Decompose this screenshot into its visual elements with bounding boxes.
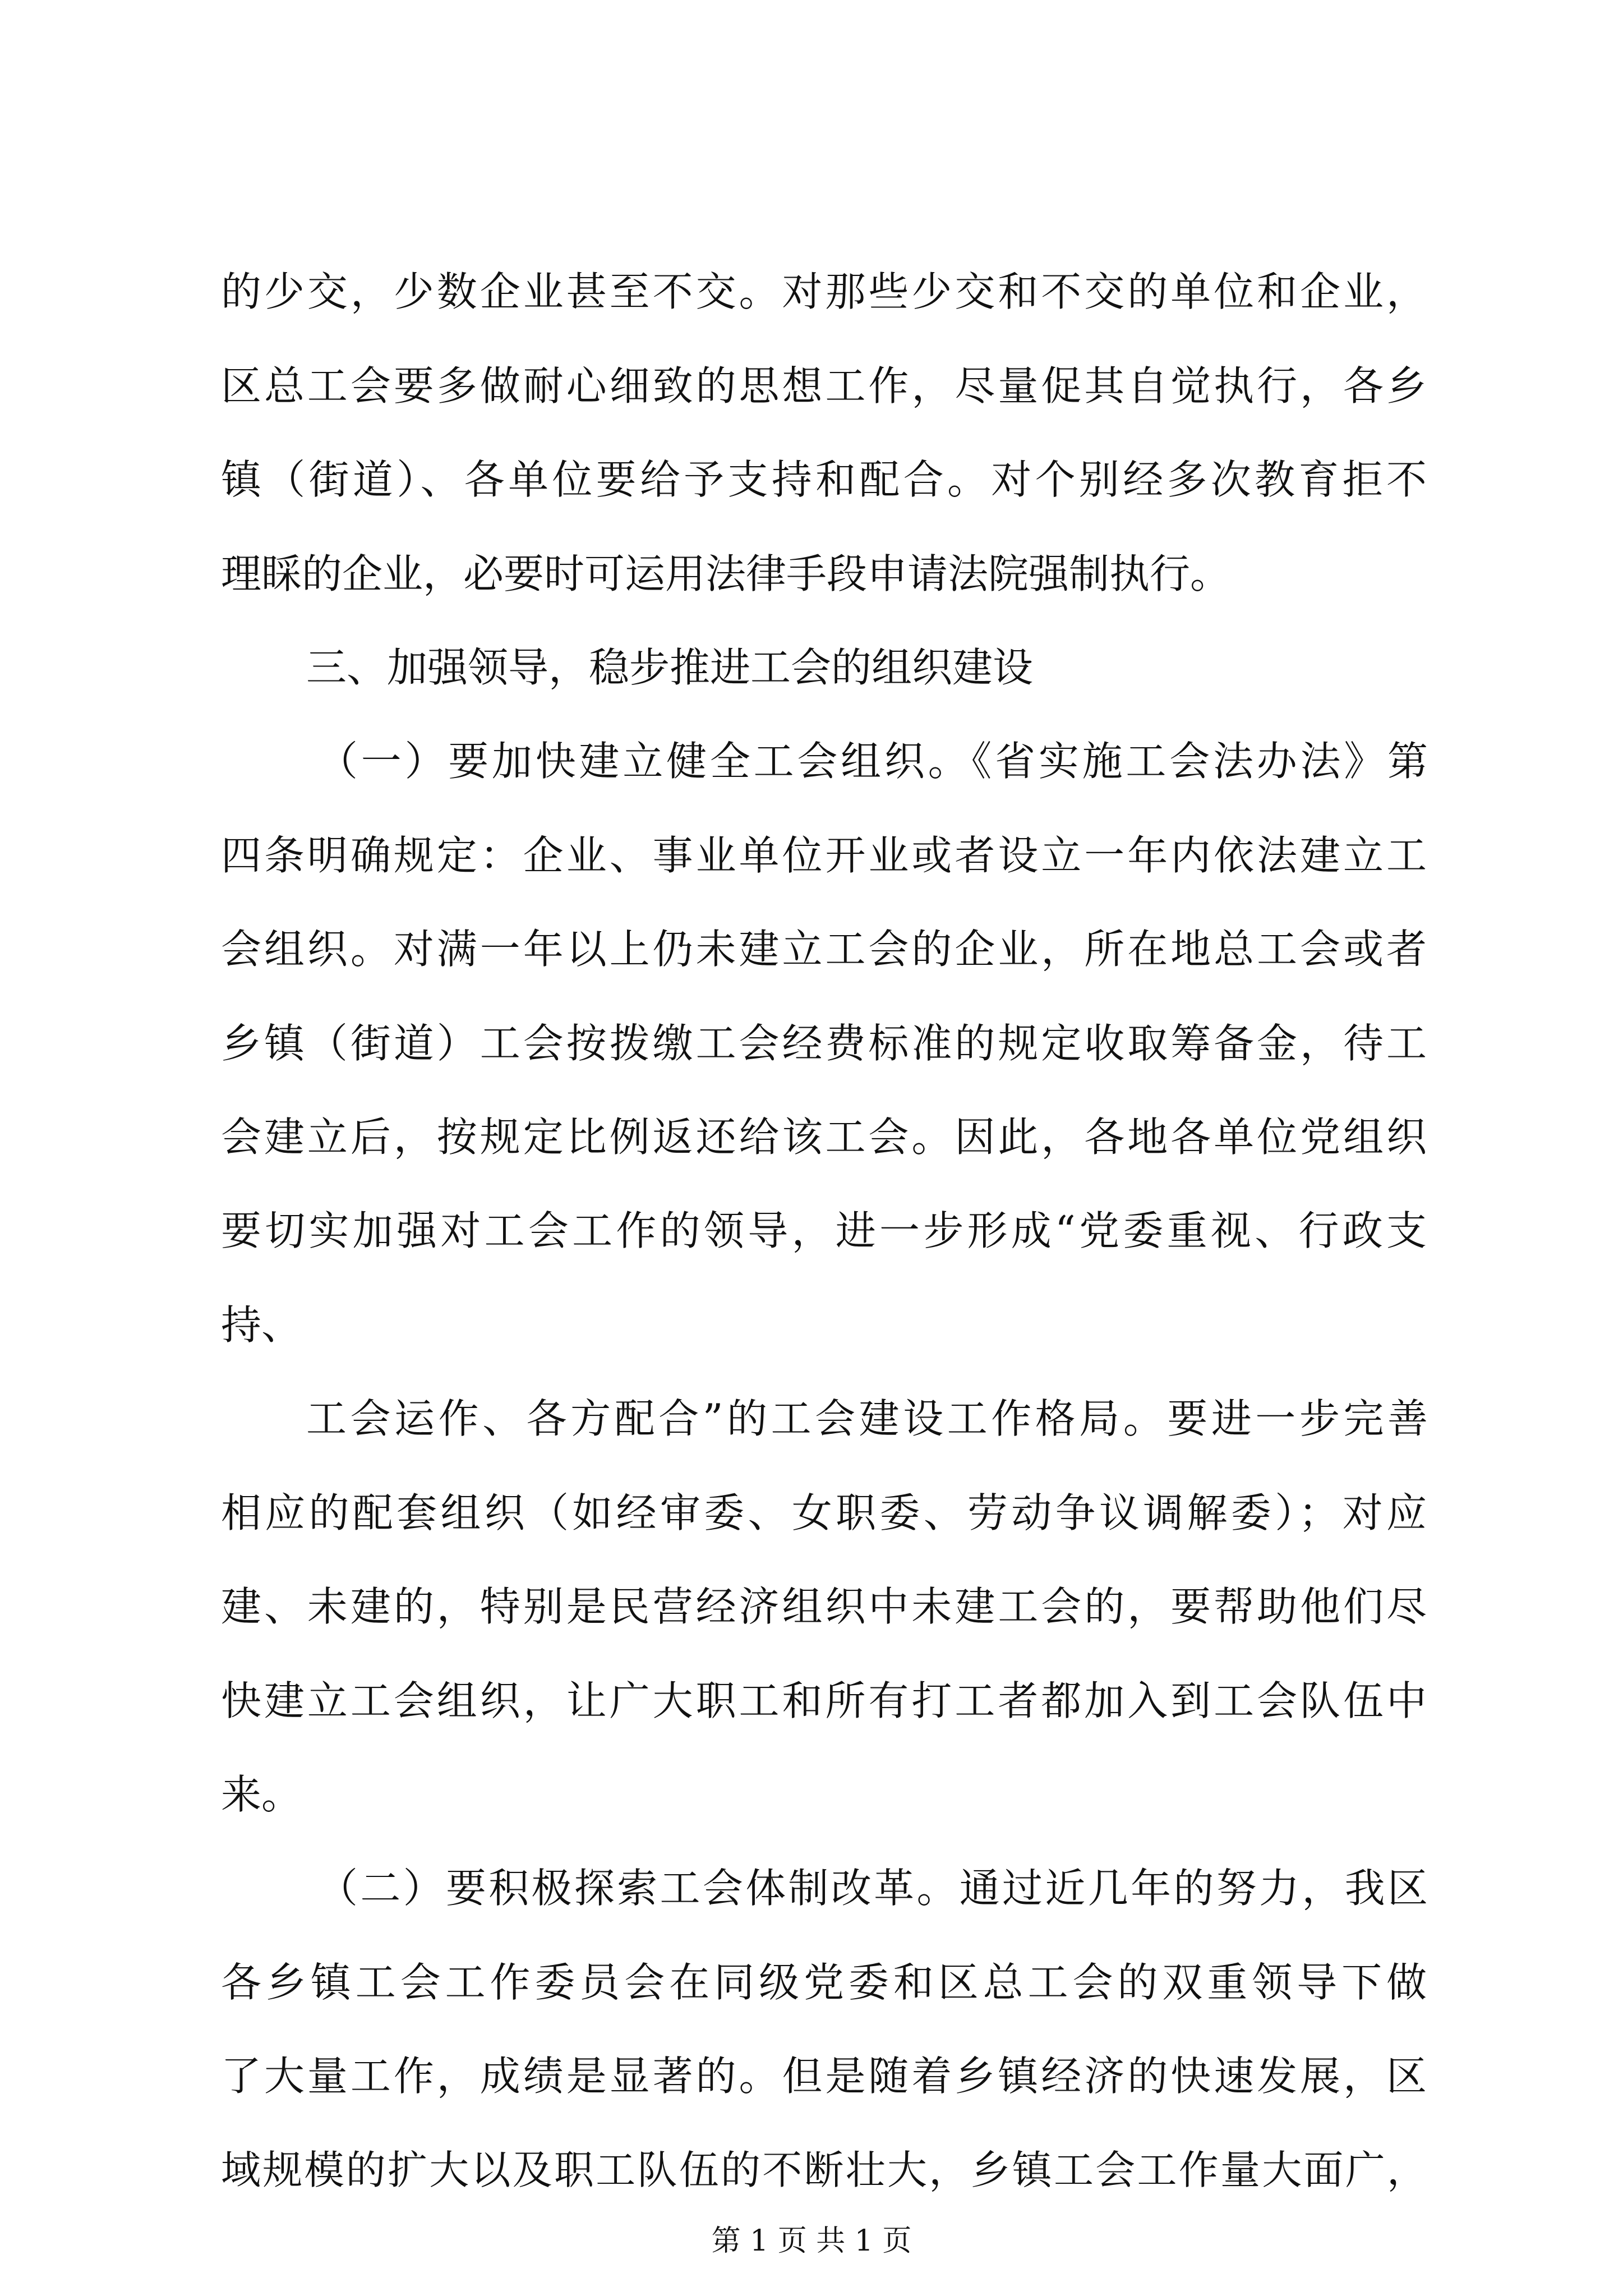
body-text-line: 要切实加强对工会工作的领导，进一步形成“党委重视、行政支 bbox=[221, 1207, 1427, 1254]
body-text-line: 会组织。对满一年以上仍未建立工会的企业，所在地总工会或者 bbox=[221, 926, 1427, 973]
body-text-line: 持、 bbox=[221, 1301, 302, 1349]
body-text-line: 工会运作、各方配合”的工会建设工作格局。要进一步完善 bbox=[306, 1395, 1428, 1442]
subsection-heading-line: （一）要加快建立健全工会组织。《省实施工会法办法》第 bbox=[317, 738, 1428, 785]
subsection-heading-line: （二）要积极探索工会体制改革。通过近几年的努力，我区 bbox=[317, 1865, 1428, 1912]
body-text-line: 镇（街道）、各单位要给予支持和配合。对个别经多次教育拒不 bbox=[221, 456, 1427, 503]
body-text-line: 理睬的企业，必要时可运用法律手段申请法院强制执行。 bbox=[221, 550, 1231, 597]
body-text-line: 会建立后，按规定比例返还给该工会。因此，各地各单位党组织 bbox=[221, 1114, 1427, 1161]
body-text-line: 了大量工作，成绩是显著的。但是随着乡镇经济的快速发展，区 bbox=[221, 2053, 1427, 2100]
body-text-line: 各乡镇工会工作委员会在同级党委和区总工会的双重领导下做 bbox=[221, 1959, 1427, 2006]
body-text-line: 域规模的扩大以及职工队伍的不断壮大，乡镇工会工作量大面广， bbox=[221, 2147, 1427, 2193]
body-text-line: 四条明确规定：企业、事业单位开业或者设立一年内依法建立工 bbox=[221, 832, 1427, 879]
body-text-line: 来。 bbox=[221, 1771, 302, 1818]
body-text-line: 的少交，少数企业甚至不交。对那些少交和不交的单位和企业， bbox=[221, 268, 1427, 315]
body-text-line: 建、未建的，特别是民营经济组织中未建工会的，要帮助他们尽 bbox=[221, 1583, 1427, 1630]
body-text-line: 相应的配套组织（如经审委、女职委、劳动争议调解委）；对应 bbox=[221, 1489, 1427, 1536]
body-text-line: 乡镇（街道）工会按拨缴工会经费标准的规定收取筹备金，待工 bbox=[221, 1020, 1427, 1067]
body-text-line: 快建立工会组织，让广大职工和所有打工者都加入到工会队伍中 bbox=[221, 1677, 1427, 1724]
section-heading: 三、加强领导，稳步推进工会的组织建设 bbox=[306, 644, 1034, 691]
page-number-footer: 第 1 页 共 1 页 bbox=[711, 2224, 912, 2258]
body-text-line: 区总工会要多做耐心细致的思想工作，尽量促其自觉执行，各乡 bbox=[221, 362, 1427, 409]
